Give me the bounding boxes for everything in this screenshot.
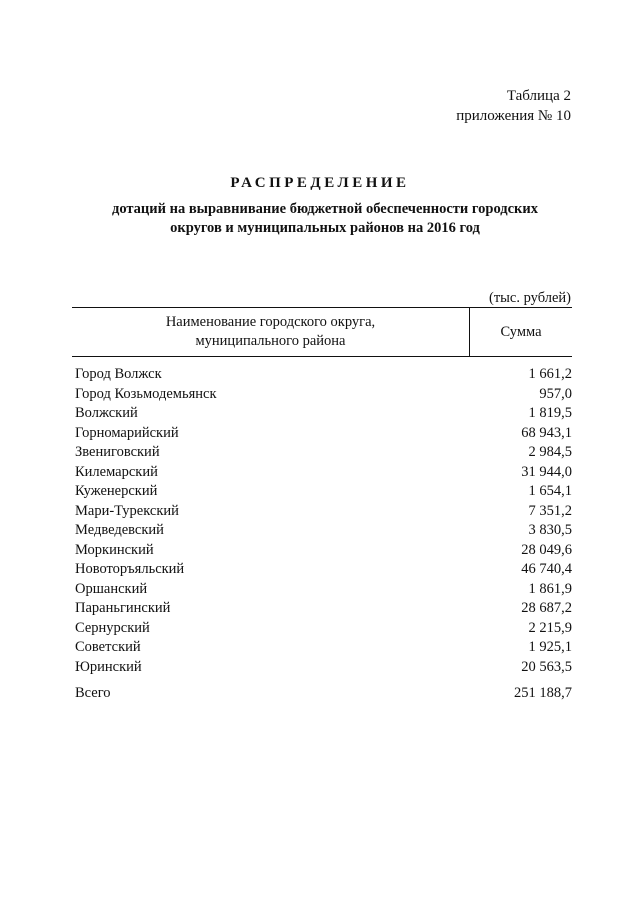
document-title: РАСПРЕДЕЛЕНИЕ: [230, 175, 410, 191]
document-subtitle: [90, 200, 560, 238]
table-row: [72, 521, 572, 541]
district-name: Оршанский: [75, 580, 148, 597]
district-name: Советский: [75, 639, 141, 655]
district-name: Моркинский: [75, 541, 154, 558]
table-row: [72, 424, 572, 444]
subsidy-amount: 2 984,5: [528, 444, 572, 460]
subsidy-amount: 1 925,1: [528, 639, 572, 655]
district-name: Килемарский: [75, 463, 158, 480]
subsidy-amount: 3 830,5: [528, 522, 572, 538]
district-name: Сернурский: [75, 619, 150, 636]
district-name: Волжский: [75, 405, 138, 421]
subsidy-amount: 1 819,5: [528, 405, 572, 421]
subsidy-amount: 28 687,2: [521, 600, 572, 616]
header-name-cell: [72, 308, 470, 356]
table-row: [72, 385, 572, 405]
table-row: [72, 658, 572, 678]
subsidy-amount: 46 740,4: [521, 561, 572, 577]
total-value: 251 188,7: [514, 685, 572, 701]
table-row: [72, 482, 572, 502]
table-row: [72, 541, 572, 561]
header-sum-cell: Сумма: [500, 323, 542, 340]
appendix-number: приложения № 10: [456, 108, 571, 124]
distribution-table: [72, 307, 572, 704]
table-number: Таблица 2: [506, 88, 571, 104]
table-row: [72, 599, 572, 619]
district-name: Мари-Турекский: [75, 502, 179, 519]
district-name: Параньгинский: [75, 600, 171, 616]
table-row: [72, 580, 572, 600]
table-row: [72, 619, 572, 639]
subtitle-line-2: округов и муниципальных районов на 2016 год: [170, 220, 480, 236]
district-name: Медведевский: [75, 522, 164, 538]
table-row: [72, 638, 572, 658]
subsidy-amount: 28 049,6: [521, 541, 572, 558]
district-name: Город Волжск: [75, 366, 162, 382]
subsidy-amount: 957,0: [539, 385, 572, 402]
table-row: [72, 404, 572, 424]
subsidy-amount: 1 654,1: [528, 483, 572, 499]
district-name: Звениговский: [75, 444, 160, 460]
table-row: [72, 560, 572, 580]
subsidy-amount: 68 943,1: [521, 424, 572, 441]
table-row: [72, 502, 572, 522]
subsidy-amount: 7 351,2: [528, 502, 572, 519]
subtitle-line-1: дотаций на выравнивание бюджетной обеспеченности городских: [111, 201, 538, 217]
table-row: [72, 443, 572, 463]
total-row: [72, 684, 572, 704]
table-body: [72, 357, 572, 677]
subsidy-amount: 1 861,9: [528, 580, 572, 597]
subsidy-amount: 20 563,5: [521, 658, 572, 675]
total-label: Всего: [75, 685, 111, 701]
district-name: Горномарийский: [75, 424, 179, 441]
subsidy-amount: 1 661,2: [528, 366, 572, 382]
table-row: [72, 463, 572, 483]
header-name-line-1: Наименование городского округа,: [165, 314, 376, 330]
district-name: Город Козьмодемьянск: [75, 385, 217, 402]
units-label: (тыс. рублей): [489, 290, 571, 306]
table-row: [72, 365, 572, 385]
subsidy-amount: 31 944,0: [521, 463, 572, 480]
district-name: Новоторъяльский: [75, 561, 185, 577]
subsidy-amount: 2 215,9: [528, 619, 572, 636]
table-reference: [456, 86, 571, 126]
district-name: Куженерский: [75, 483, 158, 499]
district-name: Юринский: [75, 658, 142, 675]
header-name-line-2: муниципального района: [195, 333, 346, 349]
table-header: [72, 307, 572, 357]
